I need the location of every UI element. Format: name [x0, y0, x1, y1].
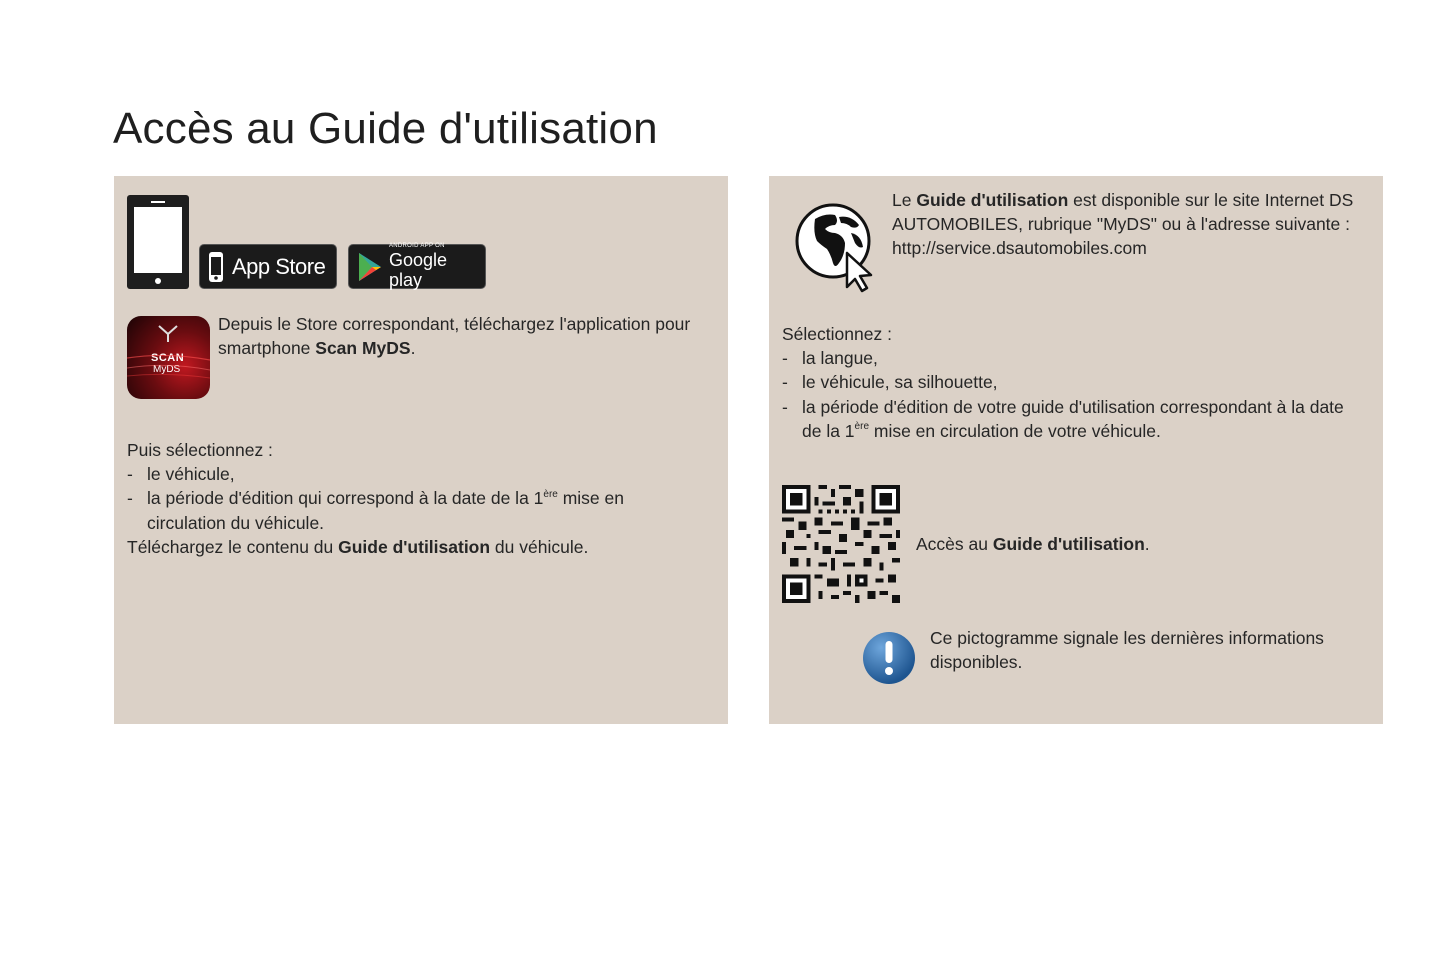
- ds-logo-icon: [157, 324, 179, 344]
- app-icon-line1: SCAN: [151, 352, 185, 364]
- left-instructions: [127, 438, 687, 559]
- page-title: Accès au Guide d'utilisation: [113, 104, 658, 153]
- app-store-label: App Store: [232, 253, 326, 279]
- globe-cursor-icon: [795, 203, 885, 293]
- list-item: - le véhicule,: [127, 462, 687, 486]
- list-item: - la période d'édition de votre guide d'utilisation correspondant à la date de la 1ère mise en circulation de votre véhicule.: [782, 395, 1362, 443]
- info-exclamation-icon: [862, 631, 916, 685]
- google-play-label: Google play: [388, 250, 448, 290]
- download-text: Téléchargez le contenu du Guide d'utilisation du véhicule.: [127, 536, 589, 557]
- play-triangle-icon: [357, 252, 383, 282]
- web-intro-text: Le Guide d'utilisation est disponible sur le site Internet DS AUTOMOBILES, rubrique "MyDS" ou à l'adresse suivante : http://service.dsautomobiles.com: [892, 188, 1367, 261]
- iphone-icon: [208, 252, 224, 282]
- select-heading: Puis sélectionnez :: [127, 440, 273, 460]
- left-select-list: [127, 462, 687, 535]
- right-select-list: [782, 346, 1362, 443]
- list-item: - la langue,: [782, 346, 1362, 370]
- app-intro-text: Depuis le Store correspondant, téléchargez l'application pour smartphone Scan MyDS.: [218, 314, 691, 359]
- select-heading: Sélectionnez :: [782, 324, 892, 344]
- google-play-small-label: ANDROID APP ON: [388, 243, 445, 249]
- web-panel: [769, 176, 1383, 724]
- app-store-badge[interactable]: [199, 244, 337, 289]
- app-panel: [114, 176, 728, 724]
- service-url-link[interactable]: http://service.dsautomobiles.com: [892, 238, 1147, 259]
- speed-streaks-icon: [127, 346, 210, 386]
- qr-caption: Accès au Guide d'utilisation.: [916, 534, 1150, 554]
- app-icon-line2: MyDS: [153, 364, 181, 375]
- qr-code[interactable]: [782, 485, 900, 603]
- google-play-badge[interactable]: [348, 244, 486, 289]
- list-item: - le véhicule, sa silhouette,: [782, 370, 1362, 394]
- info-text: Ce pictogramme signale les dernières informations disponibles.: [930, 628, 1324, 673]
- right-instructions: [782, 322, 1362, 443]
- smartphone-icon: [127, 195, 189, 289]
- list-item: - la période d'édition qui correspond à la date de la 1ère mise en circulation du véhicule.: [127, 486, 687, 534]
- scan-myds-app-icon: [127, 316, 210, 399]
